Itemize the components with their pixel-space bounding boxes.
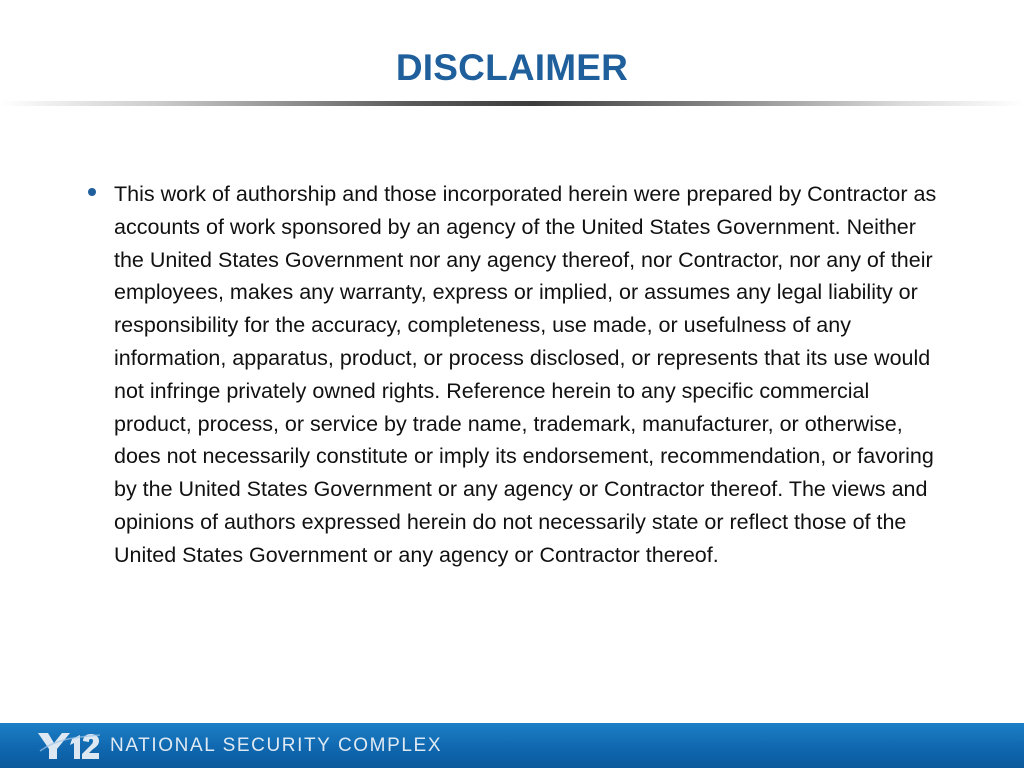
bullet-dot-icon <box>88 188 96 196</box>
disclaimer-text: This work of authorship and those incorporated herein were prepared by Contractor as accounts of work sponsored by an agency of the United States Government. Neither the United States Government nor any agency thereof, nor Contractor, nor any of their employees, makes any warranty, express or implied, or assumes any legal liability or responsibility for the accuracy, completeness, use made, or usefulness of any information, apparatus, product, or process disclosed, or represents that its use would not infringe privately owned rights. Reference herein to any specific commercial product, process, or service by trade name, trademark, manufacturer, or otherwise, does not necessarily constitute or imply its endorsement, recommendation, or favoring by the United States Government or any agency or Contractor thereof. The views and opinions of authors expressed herein do not necessarily state or reflect those of the United States Government or any agency or Contractor thereof. <box>114 182 937 567</box>
slide-title: DISCLAIMER <box>395 47 629 88</box>
title-divider <box>0 101 1024 106</box>
bullet-item <box>88 178 938 572</box>
footer-org-name: NATIONAL SECURITY COMPLEX <box>110 735 443 756</box>
footer-bar <box>0 723 1024 768</box>
slide-body <box>88 178 938 572</box>
y12-logo-icon <box>36 729 102 763</box>
